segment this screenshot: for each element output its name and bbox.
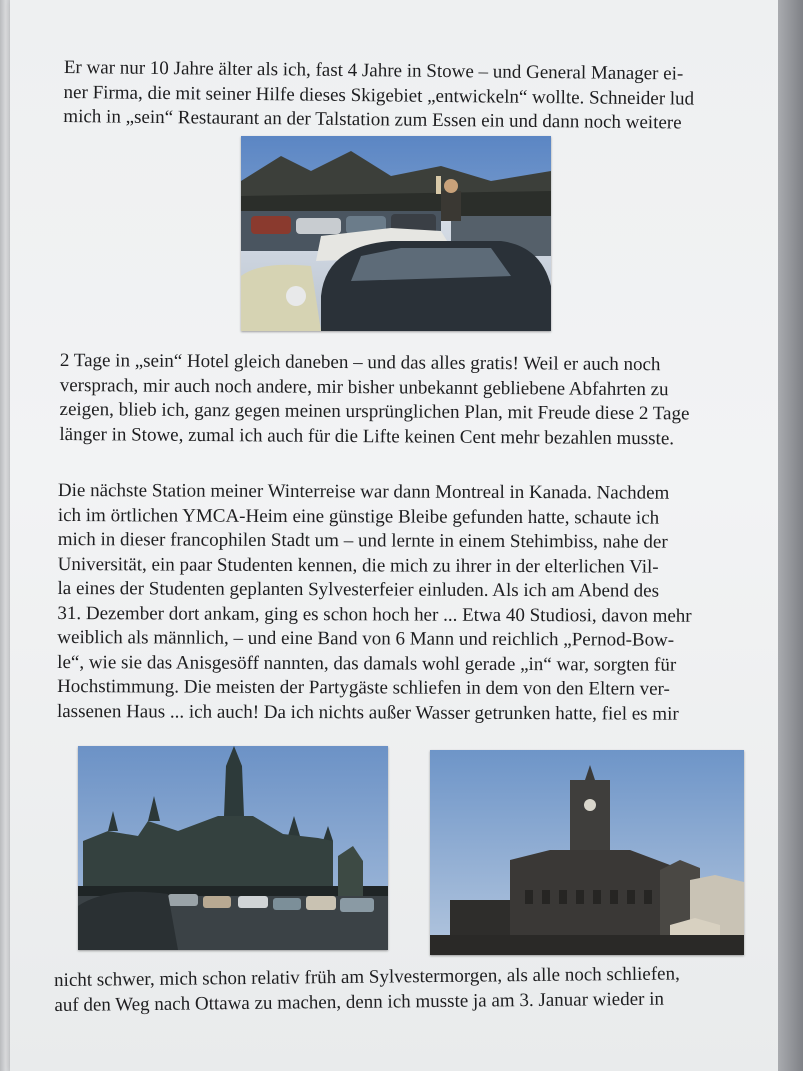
photo-stowe-parking-lot [241, 136, 551, 331]
text-line: Er war nur 10 Jahre älter als ich, fast 4 Jahre in Stowe – und General Manager ei- [63, 56, 684, 85]
paragraph-1 [63, 56, 754, 137]
text-line: ner Firma, die mit seiner Hilfe dieses Skigebiet „entwickeln“ wollte. Schneider lud [63, 81, 695, 110]
text-line: 31. Dezember dort ankam, ging es schon hoch her ... Etwa 40 Studiosi, davon mehr [57, 602, 692, 627]
text-line: ich im örtlichen YMCA-Heim eine günstige Bleibe gefunden hatte, schaute ich [57, 504, 660, 529]
photo-tower-building [430, 750, 744, 955]
text-line: zeigen, blieb ich, ganz gegen meinen ursprünglichen Plan, mit Freude diese 2 Tage [59, 398, 690, 425]
text-line: lassenen Haus ... ich auch! Da ich nichts außer Wasser getrunken hatte, fiel es mir [56, 700, 679, 725]
text-line: versprach, mir auch noch andere, mir bisher unbekannt gebliebene Abfahrten zu [59, 374, 669, 400]
text-line: la eines der Studenten geplanten Sylvesterfeier einluden. Als ich am Abend des [57, 577, 660, 602]
photo-parliament-image [78, 746, 388, 950]
photo-tower-image [430, 750, 744, 955]
text-line: Hochstimmung. Die meisten der Partygäste schliefen in dem von den Eltern ver- [57, 675, 670, 700]
paragraph-2 [59, 349, 756, 452]
text-line: Die nächste Station meiner Winterreise war dann Montreal in Kanada. Nachdem [57, 480, 670, 504]
text-line: le“, wie sie das Anisgesöff nannten, das damals wohl gerade „in“ war, sorgten für [57, 651, 677, 676]
photo-parliament-building [78, 746, 388, 950]
text-line: 2 Tage in „sein“ Hotel gleich daneben – und das alles gratis! Weil er auch noch [59, 349, 661, 376]
text-line: mich in dieser francophilen Stadt um – und lernte in einem Stehimbiss, nahe der [57, 528, 668, 553]
text-line: weiblich als männlich, – und eine Band von 6 Mann und reichlich „Pernod-Bow- [57, 626, 675, 651]
photo-stowe-image [241, 136, 551, 331]
text-line: länger in Stowe, zumal ich auch für die Lifte keinen Cent mehr bezahlen musste. [59, 423, 675, 449]
paragraph-3 [57, 479, 758, 727]
text-line: nicht schwer, mich schon relativ früh am Sylvestermorgen, als alle noch schliefen, [54, 963, 680, 991]
text-line: auf den Weg nach Ottawa zu machen, denn ich musste ja am 3. Januar wieder in [54, 988, 665, 1016]
text-line: mich in „sein“ Restaurant an der Talstation zum Essen ein und dann noch weitere [63, 105, 682, 134]
paragraph-4 [54, 962, 766, 1018]
table-surface [778, 0, 803, 1071]
text-line: Universität, ein paar Studenten kennen, die mich zu ihrer in der elterlichen Vil- [57, 553, 659, 578]
